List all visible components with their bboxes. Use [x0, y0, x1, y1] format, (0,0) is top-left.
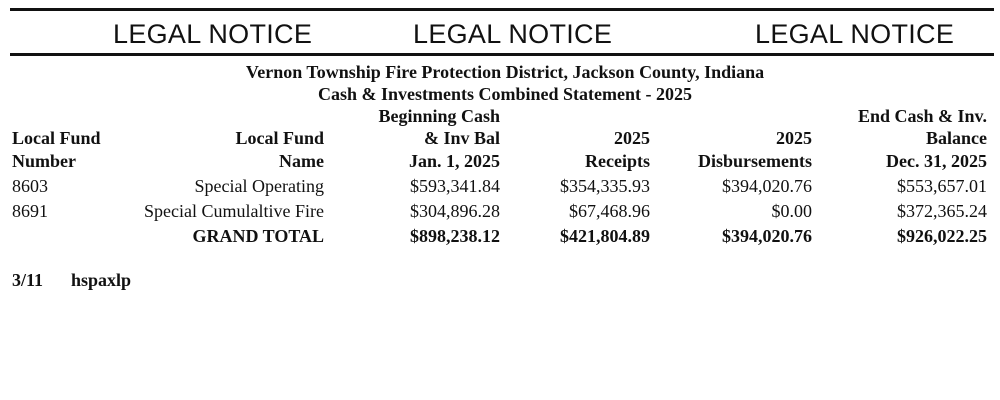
banner-legal-notice-1: LEGAL NOTICE [113, 19, 313, 49]
banner-legal-notice-3: LEGAL NOTICE [755, 19, 955, 49]
header-fund-number-line2: Number [12, 151, 76, 171]
header-ending-line2: Balance [926, 128, 987, 148]
publication-date: 3/11 [12, 270, 44, 290]
row-1-fund-number: 8603 [12, 176, 48, 196]
row-2-beginning: $304,896.28 [410, 201, 500, 221]
notice-subtitle: Cash & Investments Combined Statement - 2025 [318, 84, 692, 104]
header-beginning-line1: Beginning Cash [378, 106, 500, 126]
grand-total-receipts: $421,804.89 [560, 226, 650, 246]
row-1-fund-name: Special Operating [194, 176, 324, 196]
row-1-beginning: $593,341.84 [410, 176, 500, 196]
row-1-ending: $553,657.01 [897, 176, 987, 196]
header-fund-name-line1: Local Fund [235, 128, 324, 148]
row-2-ending: $372,365.24 [897, 201, 987, 221]
row-2-disbursements: $0.00 [771, 201, 812, 221]
header-fund-number-line1: Local Fund [12, 128, 101, 148]
header-receipts-line1: 2025 [614, 128, 650, 148]
grand-total-ending: $926,022.25 [897, 226, 987, 246]
row-2-receipts: $67,468.96 [569, 201, 650, 221]
grand-total-beginning: $898,238.12 [410, 226, 500, 246]
row-1-receipts: $354,335.93 [560, 176, 650, 196]
row-1-disbursements: $394,020.76 [722, 176, 812, 196]
row-2-fund-number: 8691 [12, 201, 48, 221]
notice-title: Vernon Township Fire Protection District, Jackson County, Indiana [245, 62, 765, 82]
header-ending-line3: Dec. 31, 2025 [886, 151, 987, 171]
grand-total-label: GRAND TOTAL [192, 226, 324, 246]
header-receipts-line2: Receipts [585, 151, 650, 171]
publication-code: hspaxlp [71, 270, 132, 290]
header-ending-line1: End Cash & Inv. [857, 106, 987, 126]
header-beginning-line2: & Inv Bal [423, 128, 500, 148]
banner-legal-notice-2: LEGAL NOTICE [413, 19, 613, 49]
header-beginning-line3: Jan. 1, 2025 [408, 151, 500, 171]
header-fund-name-line2: Name [279, 151, 324, 171]
bottom-rule [10, 53, 994, 56]
header-disbursements-line2: Disbursements [697, 151, 812, 171]
grand-total-disbursements: $394,020.76 [722, 226, 812, 246]
top-rule [10, 8, 994, 11]
header-disbursements-line1: 2025 [776, 128, 812, 148]
row-2-fund-name: Special Cumulaltive Fire [144, 201, 324, 221]
